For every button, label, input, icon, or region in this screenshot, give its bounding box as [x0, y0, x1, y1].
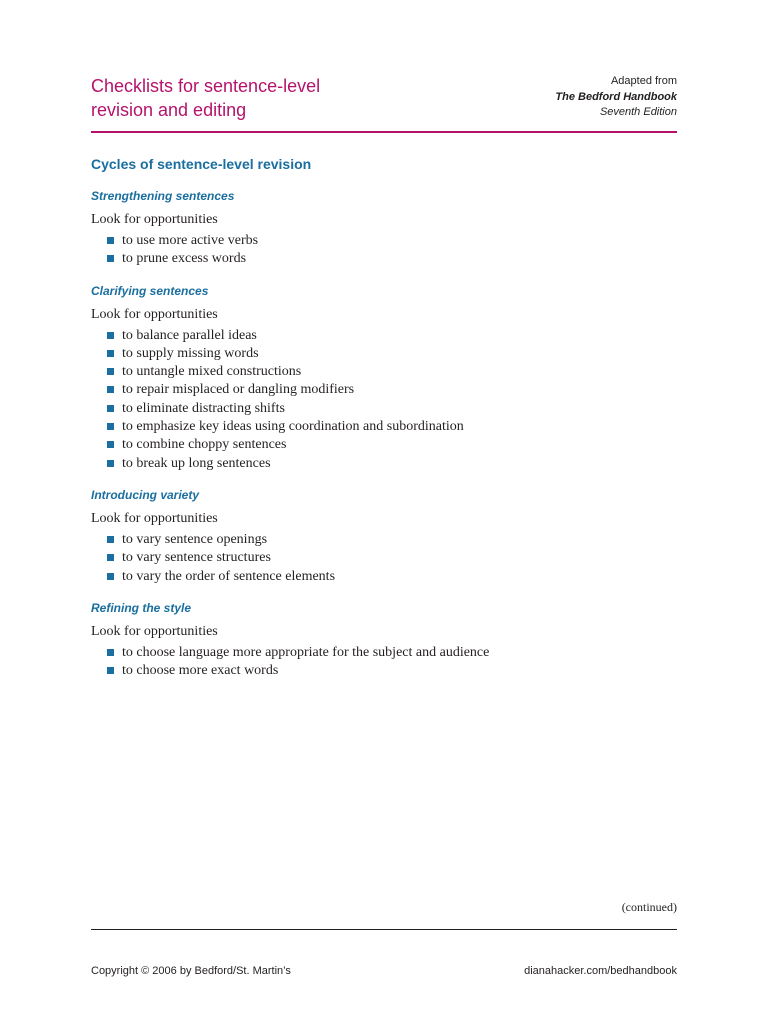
checklist-item-text: to vary sentence structures [122, 550, 271, 566]
source-adapted-from: Adapted from [610, 75, 677, 87]
checklist-item-text: to repair misplaced or dangling modifiers [122, 382, 355, 398]
checklist-item [91, 568, 677, 586]
section [91, 600, 677, 681]
square-bullet-icon [107, 386, 114, 393]
title-line-2: revision and editing [91, 100, 247, 120]
checklist-item-text: to combine choppy sentences [122, 437, 287, 453]
title-line-1: Checklists for sentence-level [91, 76, 321, 96]
square-bullet-icon [107, 536, 114, 543]
checklist-item [91, 531, 677, 549]
checklist-item [91, 549, 677, 567]
checklist-item [91, 250, 677, 268]
square-bullet-icon [107, 667, 114, 674]
footer-url: dianahacker.com/bedhandbook [524, 965, 677, 977]
source-edition: Seventh Edition [599, 106, 677, 118]
page-content [91, 154, 677, 680]
checklist-item [91, 345, 677, 363]
square-bullet-icon [107, 368, 114, 375]
checklist-item-text: to break up long sentences [122, 455, 271, 471]
section-title: Clarifying sentences [91, 283, 209, 298]
checklist-item [91, 232, 677, 250]
source-attribution [555, 74, 677, 121]
square-bullet-icon [107, 237, 114, 244]
checklist-item-text: to choose language more appropriate for the subject and audience [122, 644, 490, 660]
section-intro: Look for opportunities [91, 306, 218, 322]
checklist-item [91, 644, 677, 662]
checklist-item-text: to prune excess words [122, 251, 247, 267]
checklist [91, 327, 677, 473]
checklist-item-text: to vary the order of sentence elements [122, 568, 336, 584]
square-bullet-icon [107, 332, 114, 339]
checklist [91, 644, 677, 681]
checklist-item [91, 363, 677, 381]
page-header [91, 74, 677, 132]
continued-note: (continued) [621, 900, 677, 914]
checklist [91, 232, 677, 269]
page-title [91, 74, 451, 122]
section [91, 487, 677, 586]
square-bullet-icon [107, 441, 114, 448]
checklist-item [91, 455, 677, 473]
square-bullet-icon [107, 255, 114, 262]
checklist-item [91, 662, 677, 680]
section-intro: Look for opportunities [91, 623, 218, 639]
checklist-item [91, 436, 677, 454]
header-divider [91, 131, 677, 133]
section-title: Refining the style [91, 600, 192, 615]
checklist-item [91, 327, 677, 345]
section [91, 283, 677, 473]
checklist-item-text: to emphasize key ideas using coordination and subordination [122, 419, 464, 435]
section-intro: Look for opportunities [91, 212, 218, 227]
section-title: Strengthening sentences [91, 189, 235, 203]
square-bullet-icon [107, 573, 114, 580]
checklist-item [91, 381, 677, 399]
checklist-item-text: to vary sentence openings [122, 531, 268, 547]
square-bullet-icon [107, 423, 114, 430]
square-bullet-icon [107, 554, 114, 561]
section-title: Introducing variety [91, 487, 200, 502]
main-heading: Cycles of sentence-level revision [91, 156, 312, 172]
checklist-item [91, 418, 677, 436]
checklist-item-text: to eliminate distracting shifts [122, 400, 285, 416]
section-list [91, 188, 677, 680]
source-book-title: The Bedford Handbook [555, 90, 677, 103]
square-bullet-icon [107, 649, 114, 656]
checklist-item-text: to balance parallel ideas [122, 327, 257, 343]
checklist-item [91, 400, 677, 418]
checklist-item-text: to supply missing words [122, 345, 259, 361]
square-bullet-icon [107, 405, 114, 412]
footer-divider [91, 929, 677, 930]
section [91, 188, 677, 269]
checklist-item-text: to choose more exact words [122, 663, 279, 679]
square-bullet-icon [107, 460, 114, 467]
square-bullet-icon [107, 350, 114, 357]
copyright-notice: Copyright © 2006 by Bedford/St. Martin’s [91, 965, 291, 977]
checklist [91, 531, 677, 586]
section-intro: Look for opportunities [91, 510, 218, 526]
checklist-item-text: to use more active verbs [122, 233, 259, 248]
checklist-item-text: to untangle mixed constructions [122, 364, 302, 380]
